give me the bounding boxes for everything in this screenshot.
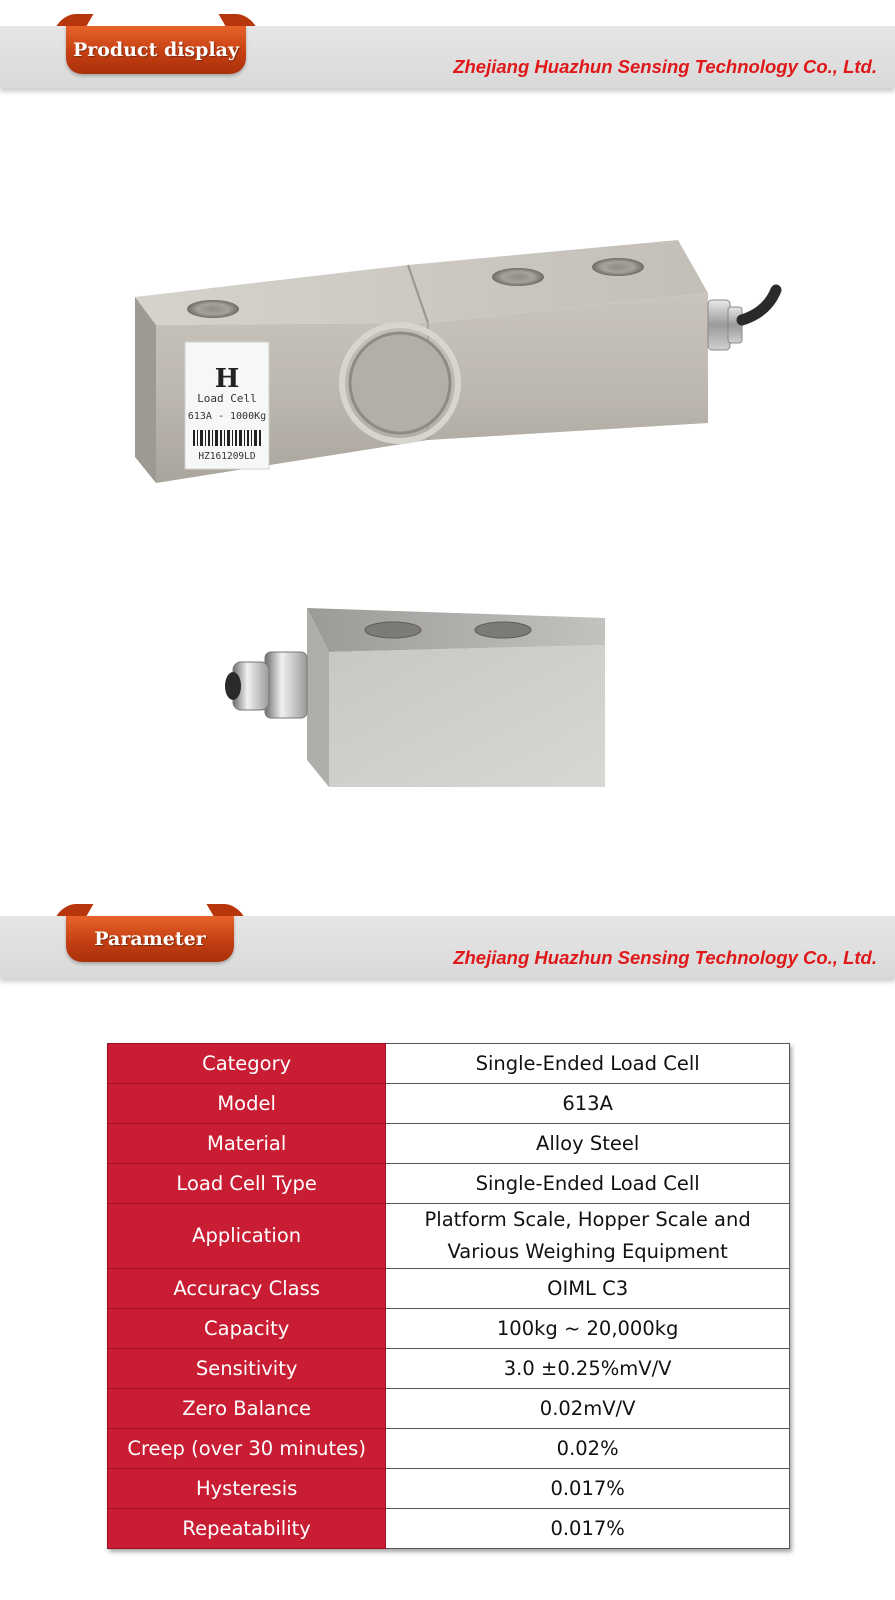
bolt-hole-right [592, 258, 644, 276]
cable-gland [708, 300, 730, 350]
param-key: Zero Balance [108, 1389, 386, 1429]
parameter-tab [66, 916, 234, 962]
table-row [108, 1429, 790, 1469]
table-row [108, 1349, 790, 1389]
param-key: Category [108, 1044, 386, 1084]
table-row [108, 1044, 790, 1084]
label-serial: HZ161209LD [198, 451, 256, 462]
param-value: Alloy Steel [386, 1124, 790, 1164]
param-value: 3.0 ±0.25%mV/V [386, 1349, 790, 1389]
strain-gauge-seal-inner [350, 333, 450, 433]
table-row [108, 1509, 790, 1549]
label-title: Load Cell [197, 392, 257, 405]
cable [742, 290, 776, 320]
tab-ear-left [57, 14, 94, 26]
param-value: Single-Ended Load Cell [386, 1044, 790, 1084]
tab-ear-right [207, 904, 244, 916]
tab-ear-left [57, 904, 94, 916]
table-row [108, 1204, 790, 1269]
table-row [108, 1309, 790, 1349]
label-logo: H [214, 364, 240, 394]
label-model: 613A - 1000Kg [187, 411, 267, 422]
param-value: 0.017% [386, 1469, 790, 1509]
end-bolt-hole-2 [475, 622, 531, 638]
param-value-line-2: Various Weighing Equipment [447, 1240, 728, 1263]
param-key: Creep (over 30 minutes) [108, 1429, 386, 1469]
param-key: Repeatability [108, 1509, 386, 1549]
param-key: Sensitivity [108, 1349, 386, 1389]
end-cable [225, 672, 241, 700]
parameter-title: Parameter [94, 928, 206, 950]
product-display-title: Product display [72, 39, 240, 61]
parameter-table [107, 1043, 790, 1549]
end-cable-gland [265, 652, 307, 718]
param-value: OIML C3 [386, 1269, 790, 1309]
company-name: Zhejiang Huazhun Sensing Technology Co., Ltd. [453, 947, 877, 968]
param-value: 0.02% [386, 1429, 790, 1469]
param-key: Hysteresis [108, 1469, 386, 1509]
param-value: 0.017% [386, 1509, 790, 1549]
end-beam-top-face [307, 608, 605, 652]
param-key: Load Cell Type [108, 1164, 386, 1204]
parameter-header [0, 916, 895, 978]
beam-front-face [135, 297, 156, 483]
end-bolt-hole-1 [365, 622, 421, 638]
param-value: Single-Ended Load Cell [386, 1164, 790, 1204]
product-label [185, 342, 269, 469]
tab-ear-right [219, 14, 256, 26]
table-row [108, 1469, 790, 1509]
table-row [108, 1084, 790, 1124]
table-row [108, 1124, 790, 1164]
param-key: Accuracy Class [108, 1269, 386, 1309]
param-value-line-1: Platform Scale, Hopper Scale and [424, 1208, 751, 1231]
company-name: Zhejiang Huazhun Sensing Technology Co., Ltd. [453, 56, 877, 77]
param-key: Application [108, 1204, 386, 1269]
param-value: 100kg ~ 20,000kg [386, 1309, 790, 1349]
load-cell-image-end [195, 590, 625, 810]
bolt-hole-mid [492, 268, 544, 286]
table-row [108, 1164, 790, 1204]
product-display-header [0, 26, 895, 88]
param-key: Material [108, 1124, 386, 1164]
param-value: 613A [386, 1084, 790, 1124]
bolt-hole-left [187, 300, 239, 318]
param-value: 0.02mV/V [386, 1389, 790, 1429]
param-value [386, 1204, 790, 1269]
product-display-tab [66, 26, 246, 74]
param-key: Capacity [108, 1309, 386, 1349]
load-cell-image-front [108, 195, 798, 495]
table-row [108, 1269, 790, 1309]
table-row [108, 1389, 790, 1429]
end-beam-side-face [329, 645, 605, 787]
param-key: Model [108, 1084, 386, 1124]
